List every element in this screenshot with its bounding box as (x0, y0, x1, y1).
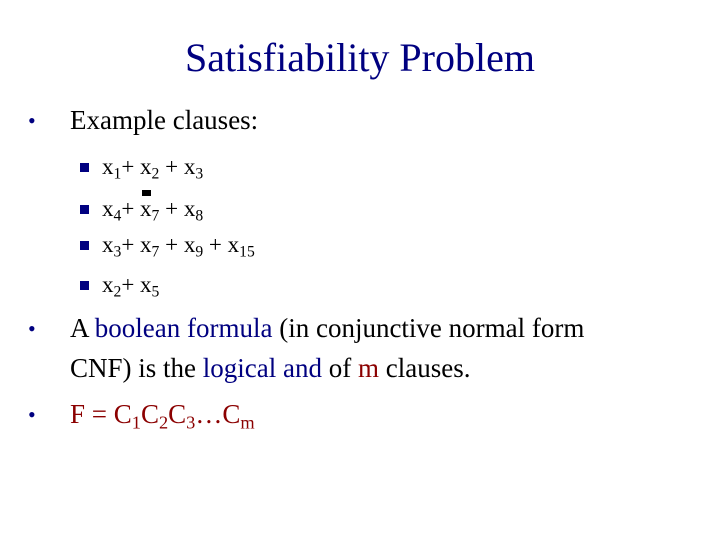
term-m: m (357, 353, 379, 383)
cnf-line-1 (70, 312, 584, 345)
clause-text (102, 230, 255, 260)
variable-subscript: 7 (151, 243, 160, 261)
variable-name: x (140, 232, 152, 257)
formula-text (70, 398, 255, 431)
variable-subscript: 5 (151, 283, 160, 301)
variable (102, 194, 121, 224)
variable-subscript: 3 (195, 165, 204, 183)
variable (222, 398, 254, 431)
variable-name: x (183, 196, 196, 221)
variable-name: x (183, 154, 196, 179)
variable (140, 270, 159, 300)
variable-name: x (140, 154, 152, 179)
variable-name: x (102, 272, 114, 297)
slide-title: Satisfiability Problem (185, 35, 535, 80)
cnf-text: of (321, 353, 358, 383)
cnf-line-2 (70, 352, 470, 385)
variable-name: x (183, 232, 196, 257)
operator: + (121, 196, 141, 221)
square-bullet-icon (80, 281, 89, 290)
variable-name: x (102, 232, 114, 257)
variable (140, 152, 159, 182)
bullet-dot: • (28, 316, 36, 341)
square-bullet-icon (80, 241, 89, 250)
variable (184, 194, 203, 224)
variable-name: x (102, 154, 114, 179)
variable (141, 398, 168, 431)
square-bullet-icon (80, 163, 89, 172)
variable (184, 152, 203, 182)
variable-name: C (222, 399, 241, 429)
operator: + (159, 232, 184, 257)
variable (184, 230, 203, 260)
negated-variable (140, 194, 159, 224)
variable-name: x (227, 232, 240, 257)
variable-subscript: 8 (195, 207, 204, 225)
operator: + (121, 272, 141, 297)
variable-subscript: 1 (131, 412, 141, 433)
cnf-text: clauses. (379, 353, 471, 383)
operator: + (203, 232, 228, 257)
variable-name: x (140, 272, 152, 297)
variable (195, 398, 222, 431)
variable-subscript: 1 (113, 165, 122, 183)
variable-name: C (113, 399, 132, 429)
operator: + (159, 154, 184, 179)
variable-name: x (102, 196, 114, 221)
cnf-text: CNF) is the (70, 353, 203, 383)
variable-name: x (140, 196, 152, 221)
square-bullet-icon (80, 205, 89, 214)
variable-subscript: 15 (239, 243, 255, 261)
term-boolean-formula: boolean formula (94, 313, 273, 343)
variable (114, 398, 141, 431)
negation-bar-icon (142, 190, 151, 196)
variable-subscript: 4 (113, 207, 122, 225)
variable-subscript: 2 (151, 165, 160, 183)
bullet-label: Example clauses: (70, 105, 259, 135)
variable (168, 398, 195, 431)
variable-name: C (140, 399, 159, 429)
variable (102, 152, 121, 182)
variable-name: … (195, 399, 223, 429)
variable-subscript: 3 (186, 412, 196, 433)
variable (140, 230, 159, 260)
variable-subscript: 2 (158, 412, 169, 433)
operator: + (121, 232, 141, 257)
variable-name: C (168, 399, 187, 429)
bullet-dot: • (28, 402, 36, 427)
formula-lhs: F = (70, 399, 114, 429)
variable-subscript: m (240, 412, 255, 433)
variable (228, 230, 255, 260)
clause-text (102, 194, 203, 224)
variable-subscript: 3 (113, 243, 122, 261)
operator: + (159, 196, 184, 221)
variable (102, 230, 121, 260)
bullet-dot: • (28, 108, 36, 133)
variable (102, 270, 121, 300)
operator: + (121, 154, 141, 179)
cnf-text: (in conjunctive normal form (272, 313, 585, 343)
cnf-text: A (70, 313, 95, 343)
variable-subscript: 7 (151, 207, 160, 225)
term-logical-and: logical and (202, 353, 322, 383)
variable-subscript: 9 (195, 243, 204, 261)
variable-subscript: 2 (113, 283, 122, 301)
clause-text (102, 270, 159, 300)
clause-text (102, 152, 203, 182)
